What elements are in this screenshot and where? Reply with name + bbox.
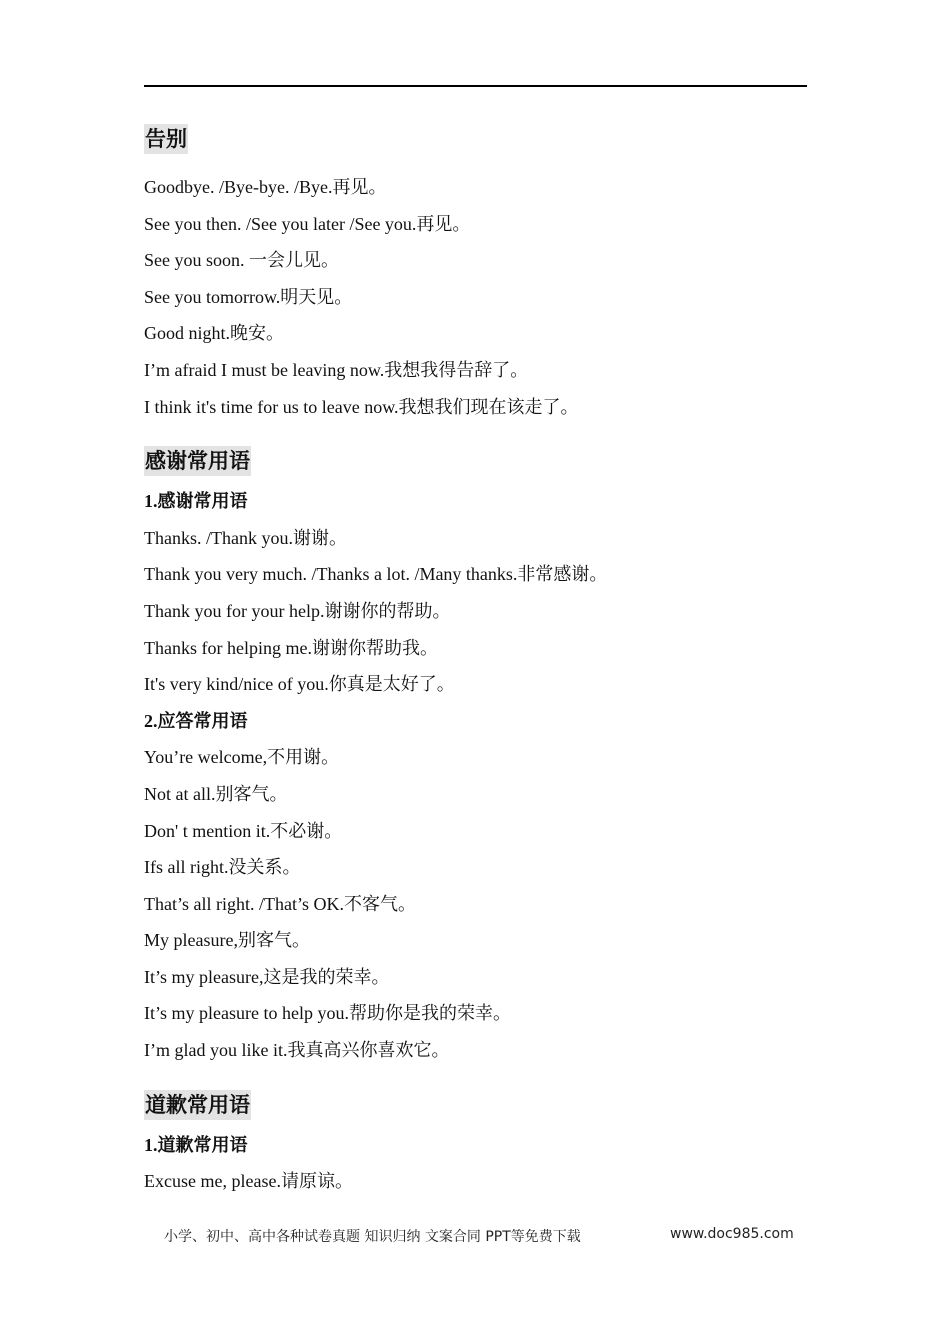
phrase-line: See you soon. 一会儿见。 — [144, 250, 339, 271]
phrase-line: Goodbye. /Bye-bye. /Bye.再见。 — [144, 177, 387, 197]
footer-url: www.doc985.com — [670, 1226, 794, 1242]
page-footer — [164, 1226, 804, 1246]
phrase-line: It's very kind/nice of you.你真是太好了。 — [144, 674, 455, 695]
footer-text: 小学、初中、高中各种试卷真题 知识归纳 文案合同 PPT等免费下载 — [164, 1229, 581, 1245]
phrase-line: Thanks for helping me.谢谢你帮助我。 — [144, 637, 438, 658]
phrase-line: I’m glad you like it.我真高兴你喜欢它。 — [144, 1040, 450, 1061]
section-thanks — [144, 446, 824, 1076]
phrase-line: You’re welcome,不用谢。 — [144, 747, 340, 768]
subsection-heading: 1.感谢常用语 — [144, 491, 248, 512]
phrase-line: Not at all.别客气。 — [144, 783, 288, 804]
phrase-line: See you tomorrow.明天见。 — [144, 286, 353, 307]
document-body — [144, 124, 824, 1207]
section-heading: 告别 — [144, 124, 188, 154]
phrase-line: Ifs all right.没关系。 — [144, 857, 301, 878]
phrase-line: I think it's time for us to leave now.我想我们现在该走了。 — [144, 396, 579, 417]
section-heading: 道歉常用语 — [144, 1090, 251, 1120]
section-farewell — [144, 124, 824, 432]
subsection-heading: 1.道歉常用语 — [144, 1134, 248, 1155]
phrase-line: I’m afraid I must be leaving now.我想我得告辞了。 — [144, 359, 529, 380]
phrase-line: It’s my pleasure,这是我的荣幸。 — [144, 966, 390, 987]
phrase-line: Good night.晚安。 — [144, 323, 285, 344]
phrase-line: Thank you for your help.谢谢你的帮助。 — [144, 600, 451, 621]
section-heading: 感谢常用语 — [144, 446, 251, 476]
top-rule — [144, 85, 807, 87]
phrase-line: Don' t mention it.不必谢。 — [144, 820, 343, 841]
section-apology — [144, 1090, 824, 1207]
subsection-heading: 2.应答常用语 — [144, 710, 248, 731]
phrase-line: Thank you very much. /Thanks a lot. /Many thanks.非常感谢。 — [144, 564, 608, 585]
phrase-line: It’s my pleasure to help you.帮助你是我的荣幸。 — [144, 1003, 511, 1024]
phrase-line: My pleasure,别客气。 — [144, 930, 310, 951]
phrase-line: That’s all right. /That’s OK.不客气。 — [144, 893, 416, 914]
phrase-line: Excuse me, please.请原谅。 — [144, 1171, 353, 1192]
phrase-line: See you then. /See you later /See you.再见。 — [144, 213, 471, 234]
phrase-line: Thanks. /Thank you.谢谢。 — [144, 527, 347, 548]
